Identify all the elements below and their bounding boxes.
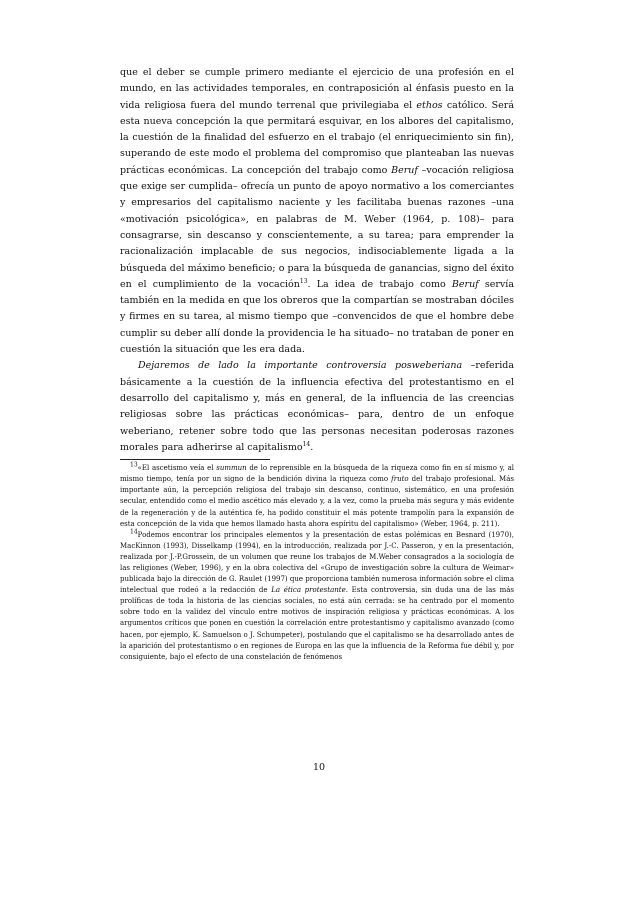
italic-term: fruto (391, 475, 409, 484)
text-run: Podemos encontrar los principales elementos y la presentación de estas polémicas en Besnard (1970), MacKinnon (1993), Disselkamp (1994), en la introducción, realizada por J.-C. Passeron, y en la presentación, realizada por J.-P.Grossein, de un volumen que reune los trabajos de M.Weber consagrados a la sociología de las religiones (Weber, 1996), y en la obra colectiva del «Grupo de investigación sobre la cultura de Weimar» publicada bajo la dirección de G. Raulet (1997) que proporciona también numerosa información sobre el clima intelectual que rodeó a la redacción de (120, 530, 514, 595)
text-run: católico. Será esta nueva concepción la que permitará esquivar, en los albores del capitalismo, la cuestión de la finalidad del esfuerzo en el trabajo (el enriquecimiento sin fin), superando de este modo el problema del compromiso que planteaban las nuevas prácticas económicas. La concepción del trabajo como (120, 99, 514, 176)
body-paragraph-1 (120, 65, 514, 358)
footnote-number: 13 (130, 461, 138, 469)
italic-term: summun (216, 464, 247, 473)
italic-phrase: Dejaremos de lado la importante controversia posweberiana (138, 360, 463, 372)
text-run: que el deber se cumple primero mediante el ejercicio de una profesión en el mundo, en las actividades temporales, en contraposición al énfasis puesto en la vida religiosa fuera del mundo terrenal que privilegiaba el (120, 67, 514, 111)
page-number: 10 (312, 762, 326, 773)
text-run: . Esta controversia, sin duda una de las más prolíficas de toda la historia de las ciencias sociales, no está aún cerrada: se ha centrado por el momento sobre todo en la validez del vínculo entre motivos de inspiración religiosa y prácticas económicas. A los argumentos críticos que ponen en cuestión la correlación entre protestantismo y capitalismo avanzado (como hacen, por ejemplo, K. Samuelson o J. Schumpeter), postulando que el capitalismo se ha desarrollado antes de la aparición del protestantismo o en regiones de Europa en las que la influencia de la Reforma fue débil y, por consiguiente, bajo el efecto de una constelación de fenómenos (120, 586, 514, 661)
italic-term: Beruf (391, 164, 418, 176)
text-run: . La idea de trabajo como (307, 278, 452, 290)
text-run: –referida básicamente a la cuestión de la influencia efectiva del protestantismo en el desarrollo del capitalismo y, más en general, de la influencia de las creencias religiosas sobre las prácticas económicas– para, dentro de un enfoque weberiano, retener sobre todo que las personas necesitan poderosas razones morales para adherirse al capitalismo (120, 360, 514, 453)
footnote-ref-13[interactable]: 13 (299, 277, 308, 285)
footnote-divider (120, 459, 270, 460)
footnote-13 (120, 463, 514, 530)
text-run: del trabajo profesional. Más importante aún, la percepción religiosa del trabajo sin descanso, continuo, sistemático, en una profesión secular, entendido como el medio ascético más elevado y, a la vez, como la prueba más segura y más evidente de la regeneración y de la auténtica fe, ha podido constituir el más potente trampolín para la expansión de esta concepción de la vida que hemos llamado hasta ahora espíritu del capitalismo» (Weber, 1964, p. 211). (120, 475, 514, 528)
text-run: «El ascetismo veía el (137, 464, 217, 473)
text-run: . (310, 441, 314, 453)
footnote-ref-14[interactable]: 14 (302, 440, 311, 448)
footnote-number: 14 (130, 528, 138, 536)
page-content (120, 65, 514, 663)
body-paragraph-2 (120, 358, 514, 456)
italic-term: La ética protestante (271, 586, 346, 595)
italic-term: Beruf (451, 278, 479, 290)
footnote-14 (120, 530, 514, 663)
italic-term: ethos (416, 99, 443, 111)
text-run: de lo reprensible en la búsqueda de la riqueza como fin en sí mismo y, al mismo tiempo, tenía por un signo de la bendición divina la riqueza como (120, 464, 515, 484)
text-run: servía también en la medida en que los obreros que la compartían se mostraban dóciles y firmes en su tarea, al mismo tiempo que –convencidos de que el hombre debe cumplir su deber allí donde la providencia le ha situado– no trataban de poner en cuestión la situación que les era dada. (120, 278, 514, 356)
text-run: –vocación religiosa que exige ser cumplida– ofrecía un punto de apoyo normativo a los comerciantes y empresarios del capitalismo naciente y les facilitaba buenas razones –una «motivación psicológica», en palabras de M. Weber (1964, p. 108)– para consagrarse, sin descanso y conscientemente, a su tarea; para emprender la racionalización implacable de sus negocios, indisociablemente ligada a la búsqueda del máximo beneficio; o para la búsqueda de ganancias, signo del éxito en el cumplimiento de la vocación (120, 164, 514, 290)
